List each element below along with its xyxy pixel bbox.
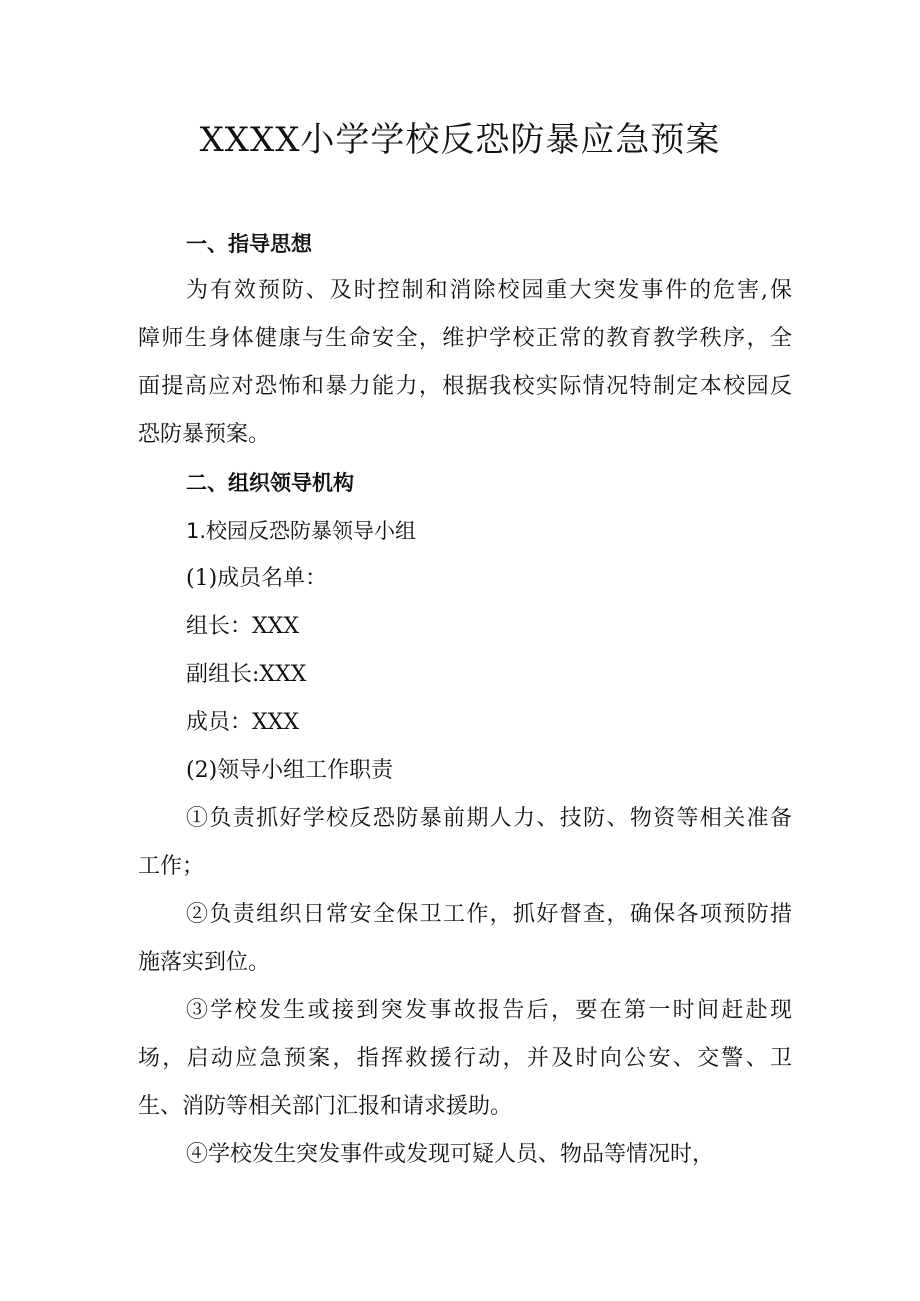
duty-item-line: ①负责抓好学校反恐防暴前期人力、技防、物资等相关准备 xyxy=(186,806,792,831)
paragraph-line: 为有效预防、及时控制和消除校园重大突发事件的危害,保 xyxy=(186,278,792,303)
duty-item-line: 生、消防等相关部门汇报和请求援助。 xyxy=(138,1094,513,1119)
section-heading-guiding-ideology: 一、指导思想 xyxy=(186,232,312,256)
duty-item-line: ②负责组织日常安全保卫工作，抓好督查，确保各项预防措 xyxy=(186,902,792,927)
document-title: XXXX小学学校反恐防暴应急预案 xyxy=(199,120,721,160)
members-list-title: (1)成员名单： xyxy=(186,566,328,591)
duty-item-line: 工作； xyxy=(138,854,205,879)
paragraph-line: 恐防暴预案。 xyxy=(138,422,271,447)
deputy-group-leader: 副组长:XXX xyxy=(186,662,307,687)
duty-item-line: 场，启动应急预案，指挥救援行动，并及时向公安、交警、卫 xyxy=(138,1046,792,1071)
group-members: 成员：XXX xyxy=(186,710,299,735)
subheading-leading-group: 1.校园反恐防暴领导小组 xyxy=(186,519,417,543)
paragraph-line: 面提高应对恐怖和暴力能力，根据我校实际情况特制定本校园反 xyxy=(138,374,792,399)
duty-item-line: ④学校发生突发事件或发现可疑人员、物品等情况时， xyxy=(186,1142,715,1167)
group-leader: 组长：XXX xyxy=(186,614,299,639)
paragraph-line: 障师生身体健康与生命安全，维护学校正常的教育教学秩序，全 xyxy=(138,326,792,351)
duties-title: (2)领导小组工作职责 xyxy=(186,758,394,783)
section-heading-organization: 二、组织领导机构 xyxy=(186,471,354,495)
duty-item-line: ③学校发生或接到突发事故报告后，要在第一时间赶赴现 xyxy=(186,998,792,1023)
duty-item-line: 施落实到位。 xyxy=(138,950,271,975)
